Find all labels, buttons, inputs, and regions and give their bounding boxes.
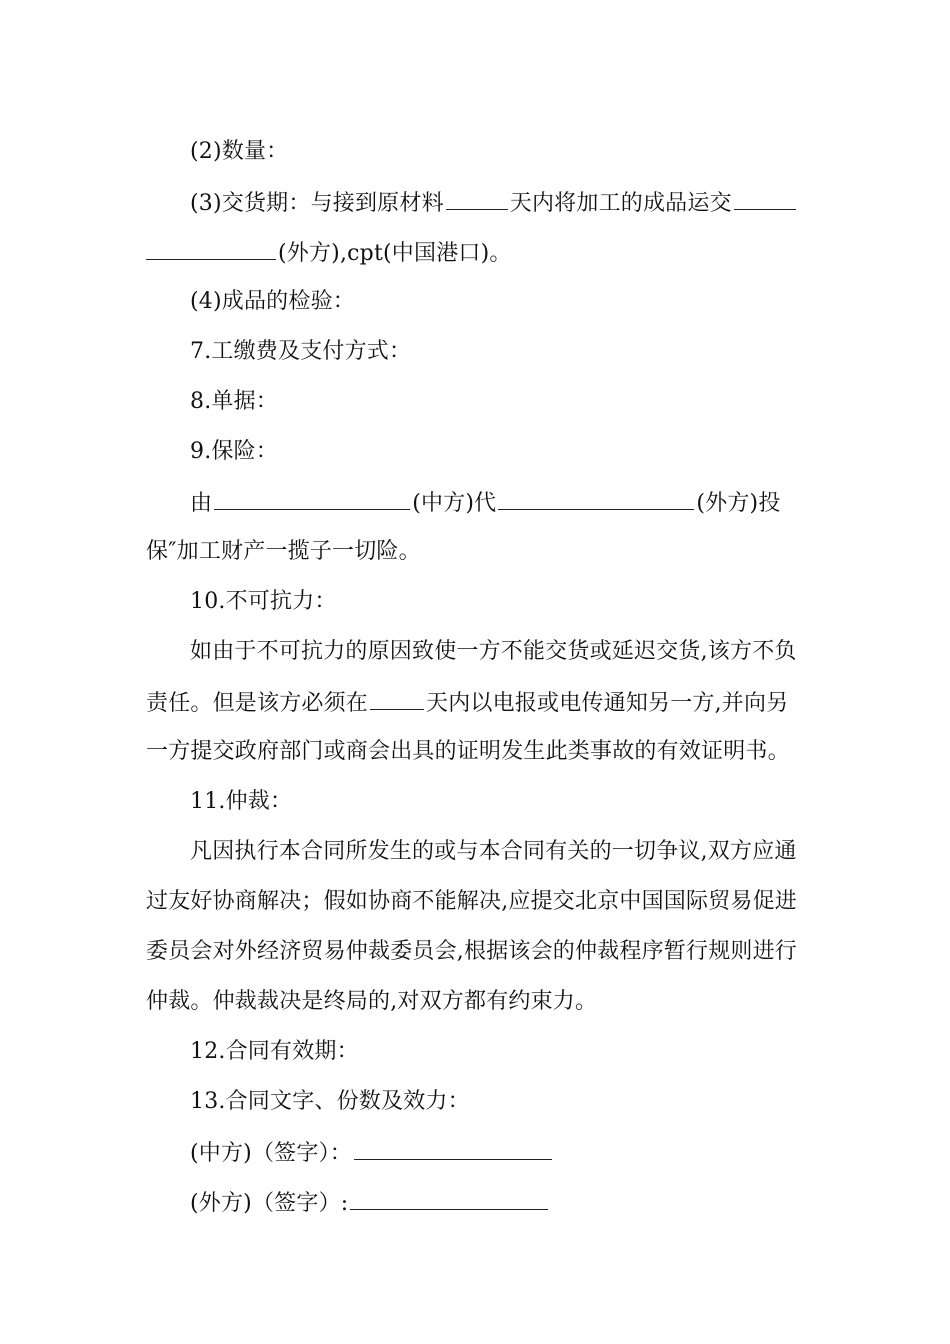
insurance-text-3: (外方)投 xyxy=(696,491,781,516)
arbitration-line-4 xyxy=(146,987,806,1017)
arbitration-text-1: 凡因执行本合同所发生的或与本合同有关的一切争议,双方应通 xyxy=(190,839,797,864)
force-majeure-text-2: 责任。但是该方必须在 xyxy=(146,691,369,716)
inspection-text: (4)成品的检验： xyxy=(190,289,355,314)
arbitration-text-2: 过友好协商解决；假如协商不能解决,应提交北京中国国际贸易促进 xyxy=(146,889,797,914)
section-10-heading xyxy=(190,587,806,617)
force-majeure-text-1: 如由于不可抗力的原因致使一方不能交货或延迟交货,该方不负 xyxy=(190,639,797,664)
delivery-period-text-1: (3)交货期：与接到原材料 xyxy=(190,191,444,216)
arbitration-text-3: 委员会对外经济贸易仲裁委员会,根据该会的仲裁程序暂行规则进行 xyxy=(146,939,797,964)
chinese-party-signature xyxy=(190,1137,806,1169)
section-13-text: 13.合同文字、份数及效力： xyxy=(190,1089,470,1114)
chinese-party-blank xyxy=(214,487,410,510)
item-quantity-text: (2)数量： xyxy=(190,139,289,164)
insurance-clause-cont xyxy=(146,537,806,567)
arbitration-line-2 xyxy=(146,887,806,917)
section-11-heading xyxy=(190,787,806,817)
foreign-party-blank xyxy=(498,487,694,510)
foreign-signature-blank xyxy=(350,1187,548,1210)
arbitration-line-3 xyxy=(146,937,806,967)
section-11-text: 11.仲裁： xyxy=(190,789,293,814)
section-8-heading xyxy=(190,387,806,417)
item-inspection xyxy=(190,287,806,317)
section-12-text: 12.合同有效期： xyxy=(190,1039,359,1064)
arbitration-line-1 xyxy=(190,837,806,867)
section-7-text: 7.工缴费及支付方式： xyxy=(190,339,412,364)
destination-blank-2 xyxy=(146,237,276,260)
force-majeure-line-2 xyxy=(146,687,806,719)
item-delivery-period xyxy=(190,187,806,219)
destination-blank-1 xyxy=(734,187,796,210)
force-majeure-line-3 xyxy=(146,737,806,767)
section-9-text: 9.保险： xyxy=(190,439,278,464)
section-9-heading xyxy=(190,437,806,467)
section-7-heading xyxy=(190,337,806,367)
insurance-text-2: (中方)代 xyxy=(412,491,497,516)
section-8-text: 8.单据： xyxy=(190,389,278,414)
chinese-signature-blank xyxy=(354,1137,552,1160)
section-13-heading xyxy=(190,1087,806,1117)
notice-days-blank xyxy=(370,687,424,710)
delivery-period-text-2: 天内将加工的成品运交 xyxy=(509,191,732,216)
delivery-terms-text: (外方),cpt(中国港口)。 xyxy=(278,241,512,266)
section-10-text: 10.不可抗力： xyxy=(190,589,337,614)
arbitration-text-4: 仲裁。仲裁裁决是终局的,对双方都有约束力。 xyxy=(146,989,598,1014)
force-majeure-text-3: 天内以电报或电传通知另一方,并向另 xyxy=(426,691,789,716)
insurance-clause xyxy=(190,487,806,519)
force-majeure-line-1 xyxy=(190,637,806,667)
chinese-signature-label: (中方)（签字）： xyxy=(190,1141,352,1166)
insurance-text-1: 由 xyxy=(190,491,213,516)
foreign-party-signature xyxy=(190,1187,806,1219)
insurance-text-4: 保″加工财产一揽子一切险。 xyxy=(146,539,421,564)
section-12-heading xyxy=(190,1037,806,1067)
item-delivery-period-cont xyxy=(146,237,806,269)
force-majeure-text-4: 一方提交政府部门或商会出具的证明发生此类事故的有效证明书。 xyxy=(146,739,790,764)
foreign-signature-label: (外方)（签字）: xyxy=(190,1191,349,1216)
item-quantity xyxy=(190,137,806,167)
days-blank xyxy=(446,187,508,210)
